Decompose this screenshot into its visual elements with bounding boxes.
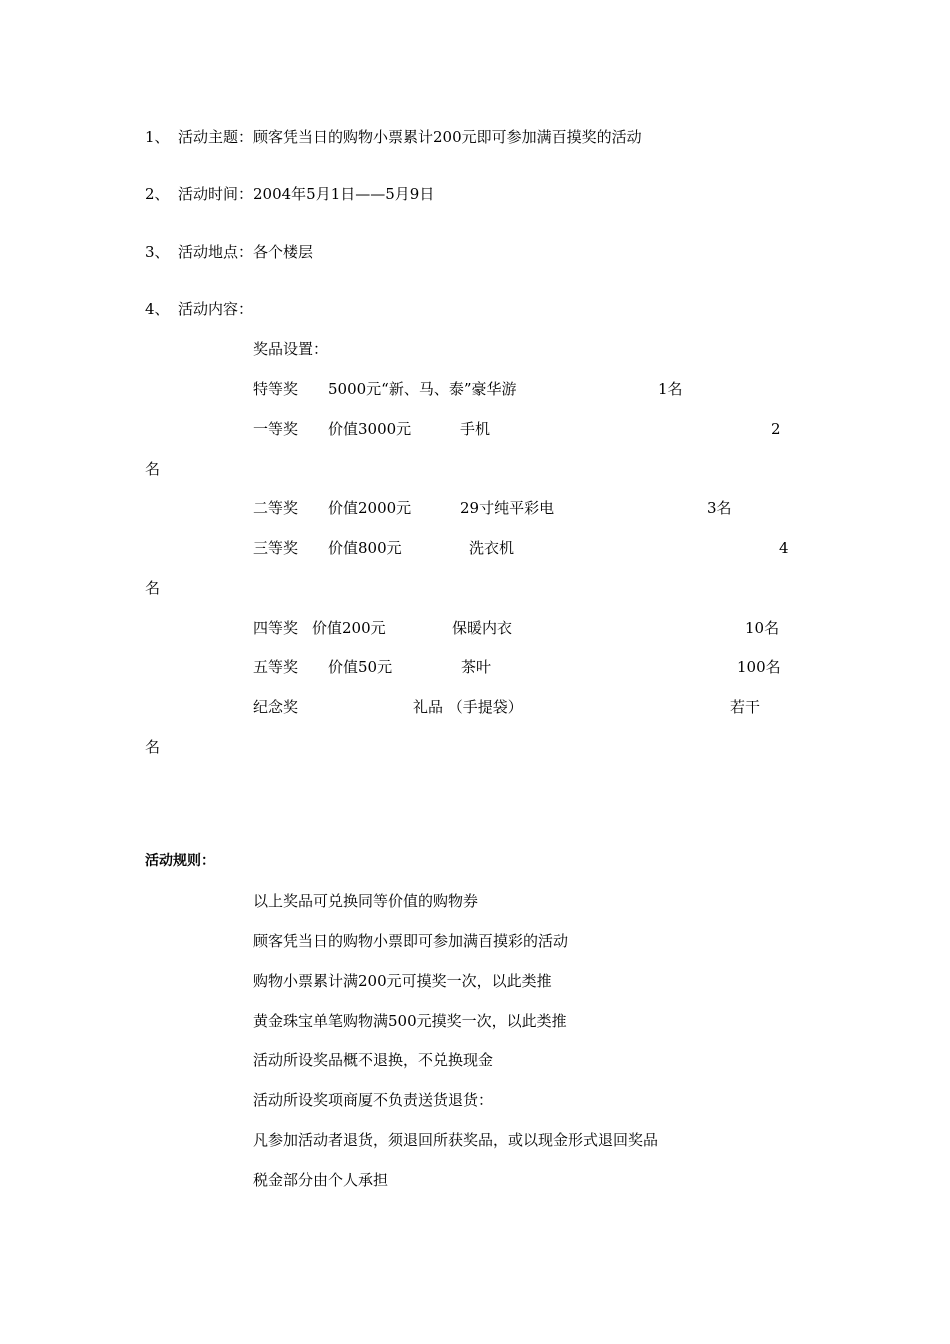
prize-value: 价值3000元 bbox=[328, 420, 412, 438]
rule-line: 凡参加活动者退货，须退回所获奖品，或以现金形式退回奖品 bbox=[253, 1131, 659, 1149]
item-3-number: 3、 bbox=[145, 243, 170, 261]
prize-value: 5000元“新、马、泰”豪华游 bbox=[328, 380, 517, 398]
prize-item: 手机 bbox=[460, 420, 491, 438]
item-1-number: 1、 bbox=[145, 128, 170, 146]
prize-level: 一等奖 bbox=[253, 420, 299, 438]
rule-line: 顾客凭当日的购物小票即可参加满百摸彩的活动 bbox=[253, 932, 569, 950]
item-1-text: 活动主题：顾客凭当日的购物小票累计200元即可参加满百摸奖的活动 bbox=[178, 128, 642, 146]
item-4-number: 4、 bbox=[145, 300, 170, 318]
prize-count-wrap: 名 bbox=[145, 579, 161, 597]
item-2-text: 活动时间：2004年5月1日——5月9日 bbox=[178, 185, 435, 203]
prize-item: 礼品 （手提袋） bbox=[413, 698, 523, 716]
prize-value: 价值200元 bbox=[312, 619, 386, 637]
prize-count: 100名 bbox=[737, 658, 781, 676]
prize-item: 29寸纯平彩电 bbox=[460, 499, 555, 517]
prize-level: 四等奖 bbox=[253, 619, 299, 637]
rule-line: 购物小票累计满200元可摸奖一次，以此类推 bbox=[253, 972, 552, 990]
rule-line: 税金部分由个人承担 bbox=[253, 1171, 389, 1189]
prize-level: 二等奖 bbox=[253, 499, 299, 517]
rule-line: 活动所设奖项商厦不负责送货退货： bbox=[253, 1091, 494, 1109]
item-3-text: 活动地点：各个楼层 bbox=[178, 243, 314, 261]
prize-item: 茶叶 bbox=[461, 658, 492, 676]
prize-value: 价值50元 bbox=[328, 658, 393, 676]
prize-count-wrap: 名 bbox=[145, 460, 161, 478]
item-4-text: 活动内容： bbox=[178, 300, 254, 318]
prize-count: 4 bbox=[779, 539, 789, 557]
rule-line: 活动所设奖品概不退换，不兑换现金 bbox=[253, 1051, 494, 1069]
rules-heading: 活动规则： bbox=[145, 853, 215, 869]
prize-count: 3名 bbox=[707, 499, 732, 517]
rule-line: 黄金珠宝单笔购物满500元摸奖一次，以此类推 bbox=[253, 1012, 567, 1030]
prize-count: 2 bbox=[771, 420, 781, 438]
prize-count: 若干 bbox=[730, 698, 761, 716]
prize-value: 价值2000元 bbox=[328, 499, 412, 517]
prize-heading: 奖品设置： bbox=[253, 340, 329, 358]
prize-count: 1名 bbox=[658, 380, 683, 398]
prize-level: 五等奖 bbox=[253, 658, 299, 676]
item-2-number: 2、 bbox=[145, 185, 170, 203]
prize-level: 特等奖 bbox=[253, 380, 299, 398]
prize-value: 价值800元 bbox=[328, 539, 402, 557]
prize-level: 三等奖 bbox=[253, 539, 299, 557]
prize-count-wrap: 名 bbox=[145, 738, 161, 756]
prize-count: 10名 bbox=[745, 619, 780, 637]
prize-item: 洗衣机 bbox=[469, 539, 515, 557]
prize-level: 纪念奖 bbox=[253, 698, 299, 716]
rule-line: 以上奖品可兑换同等价值的购物券 bbox=[253, 892, 479, 910]
prize-item: 保暖内衣 bbox=[452, 619, 513, 637]
